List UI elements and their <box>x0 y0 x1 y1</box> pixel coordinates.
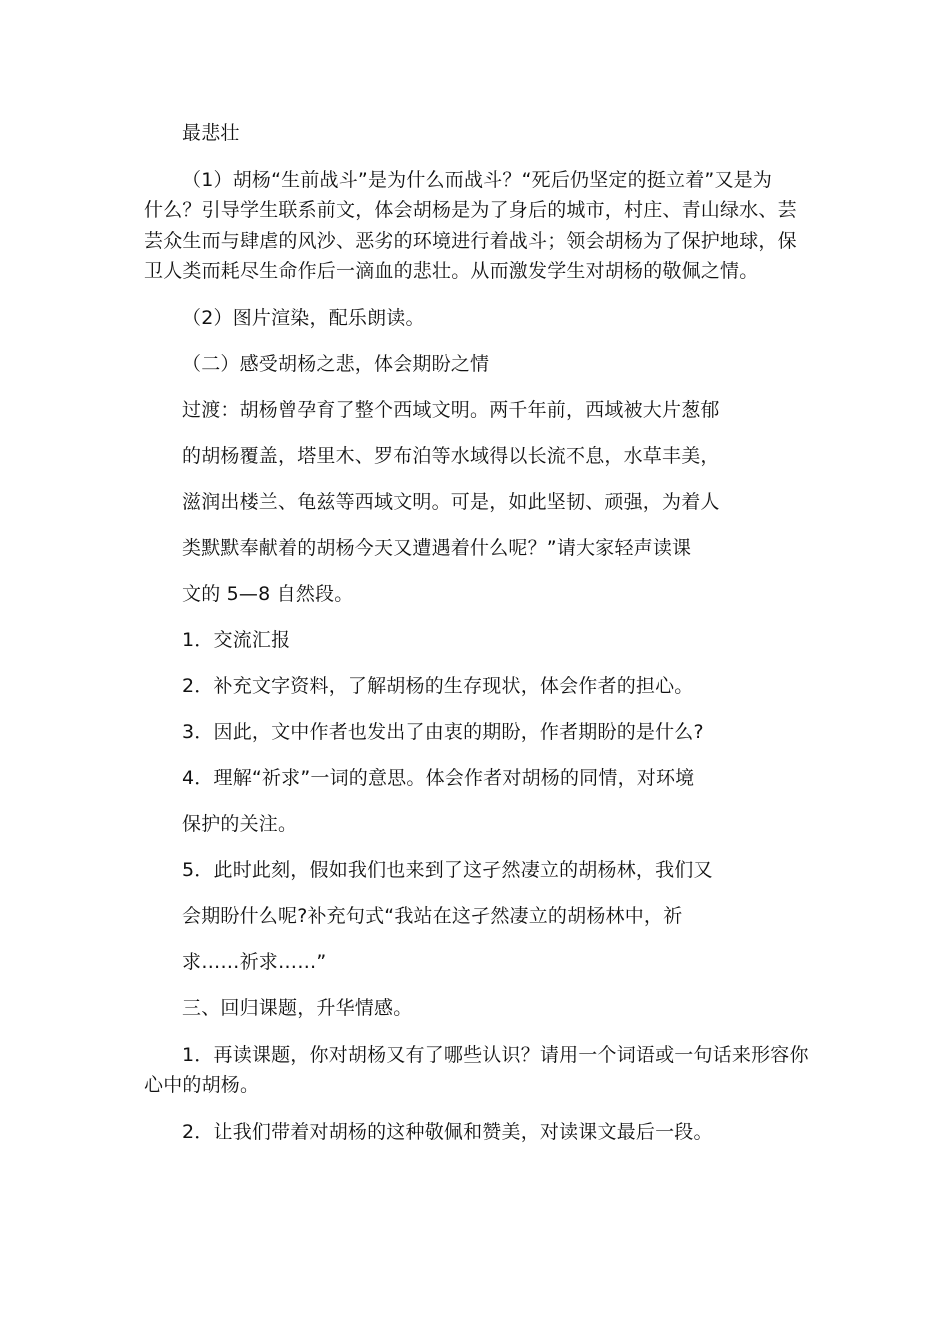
text-line: （2）图片渲染，配乐朗读。 <box>182 307 425 329</box>
text-line: 文的 5—8 自然段。 <box>182 583 354 605</box>
list-item: 5．此时此刻，假如我们也来到了这孑然凄立的胡杨林，我们又 <box>182 859 713 881</box>
list-item: 2．补充文字资料，了解胡杨的生存现状，体会作者的担心。 <box>182 675 694 697</box>
text-line: 的胡杨覆盖，塔里木、罗布泊等水域得以长流不息，水草丰美， <box>182 445 720 467</box>
list-item: 4．理解“祈求”一词的意思。体会作者对胡杨的同情，对环境 <box>182 767 695 789</box>
text-line: 类默默奉献着的胡杨今天又遭遇着什么呢？”请大家轻声读课 <box>182 537 692 559</box>
text-line: （1）胡杨“生前战斗”是为什么而战斗？“死后仍坚定的挺立着”又是为 <box>182 169 773 191</box>
text-line: 求……祈求……” <box>182 951 327 973</box>
list-item: 1．交流汇报 <box>182 629 291 651</box>
section-heading: （二）感受胡杨之悲，体会期盼之情 <box>182 353 490 375</box>
section-heading: 三、回归课题，升华情感。 <box>182 997 413 1019</box>
text-line: 心中的胡杨。 <box>144 1074 260 1096</box>
list-item: 2．让我们带着对胡杨的这种敬佩和赞美，对读课文最后一段。 <box>182 1121 713 1143</box>
text-line: 最悲壮 <box>182 122 240 144</box>
text-line: 什么？引导学生联系前文，体会胡杨是为了身后的城市，村庄、青山绿水、芸 <box>144 199 797 221</box>
list-item: 3．因此，文中作者也发出了由衷的期盼，作者期盼的是什么? <box>182 721 704 743</box>
text-line: 卫人类而耗尽生命作后一滴血的悲壮。从而激发学生对胡杨的敬佩之情。 <box>144 260 759 282</box>
text-line: 保护的关注。 <box>182 813 298 835</box>
text-line: 过渡：胡杨曾孕育了整个西域文明。两千年前，西域被大片葱郁 <box>182 399 720 421</box>
text-line: 滋润出楼兰、龟兹等西域文明。可是，如此坚韧、顽强，为着人 <box>182 491 720 513</box>
text-line: 会期盼什么呢?补充句式“我站在这孑然凄立的胡杨林中，祈 <box>182 905 683 927</box>
text-line: 芸众生而与肆虐的风沙、恶劣的环境进行着战斗；领会胡杨为了保护地球，保 <box>144 230 797 252</box>
list-item: 1．再读课题，你对胡杨又有了哪些认识？请用一个词语或一句话来形容你 <box>182 1044 809 1066</box>
